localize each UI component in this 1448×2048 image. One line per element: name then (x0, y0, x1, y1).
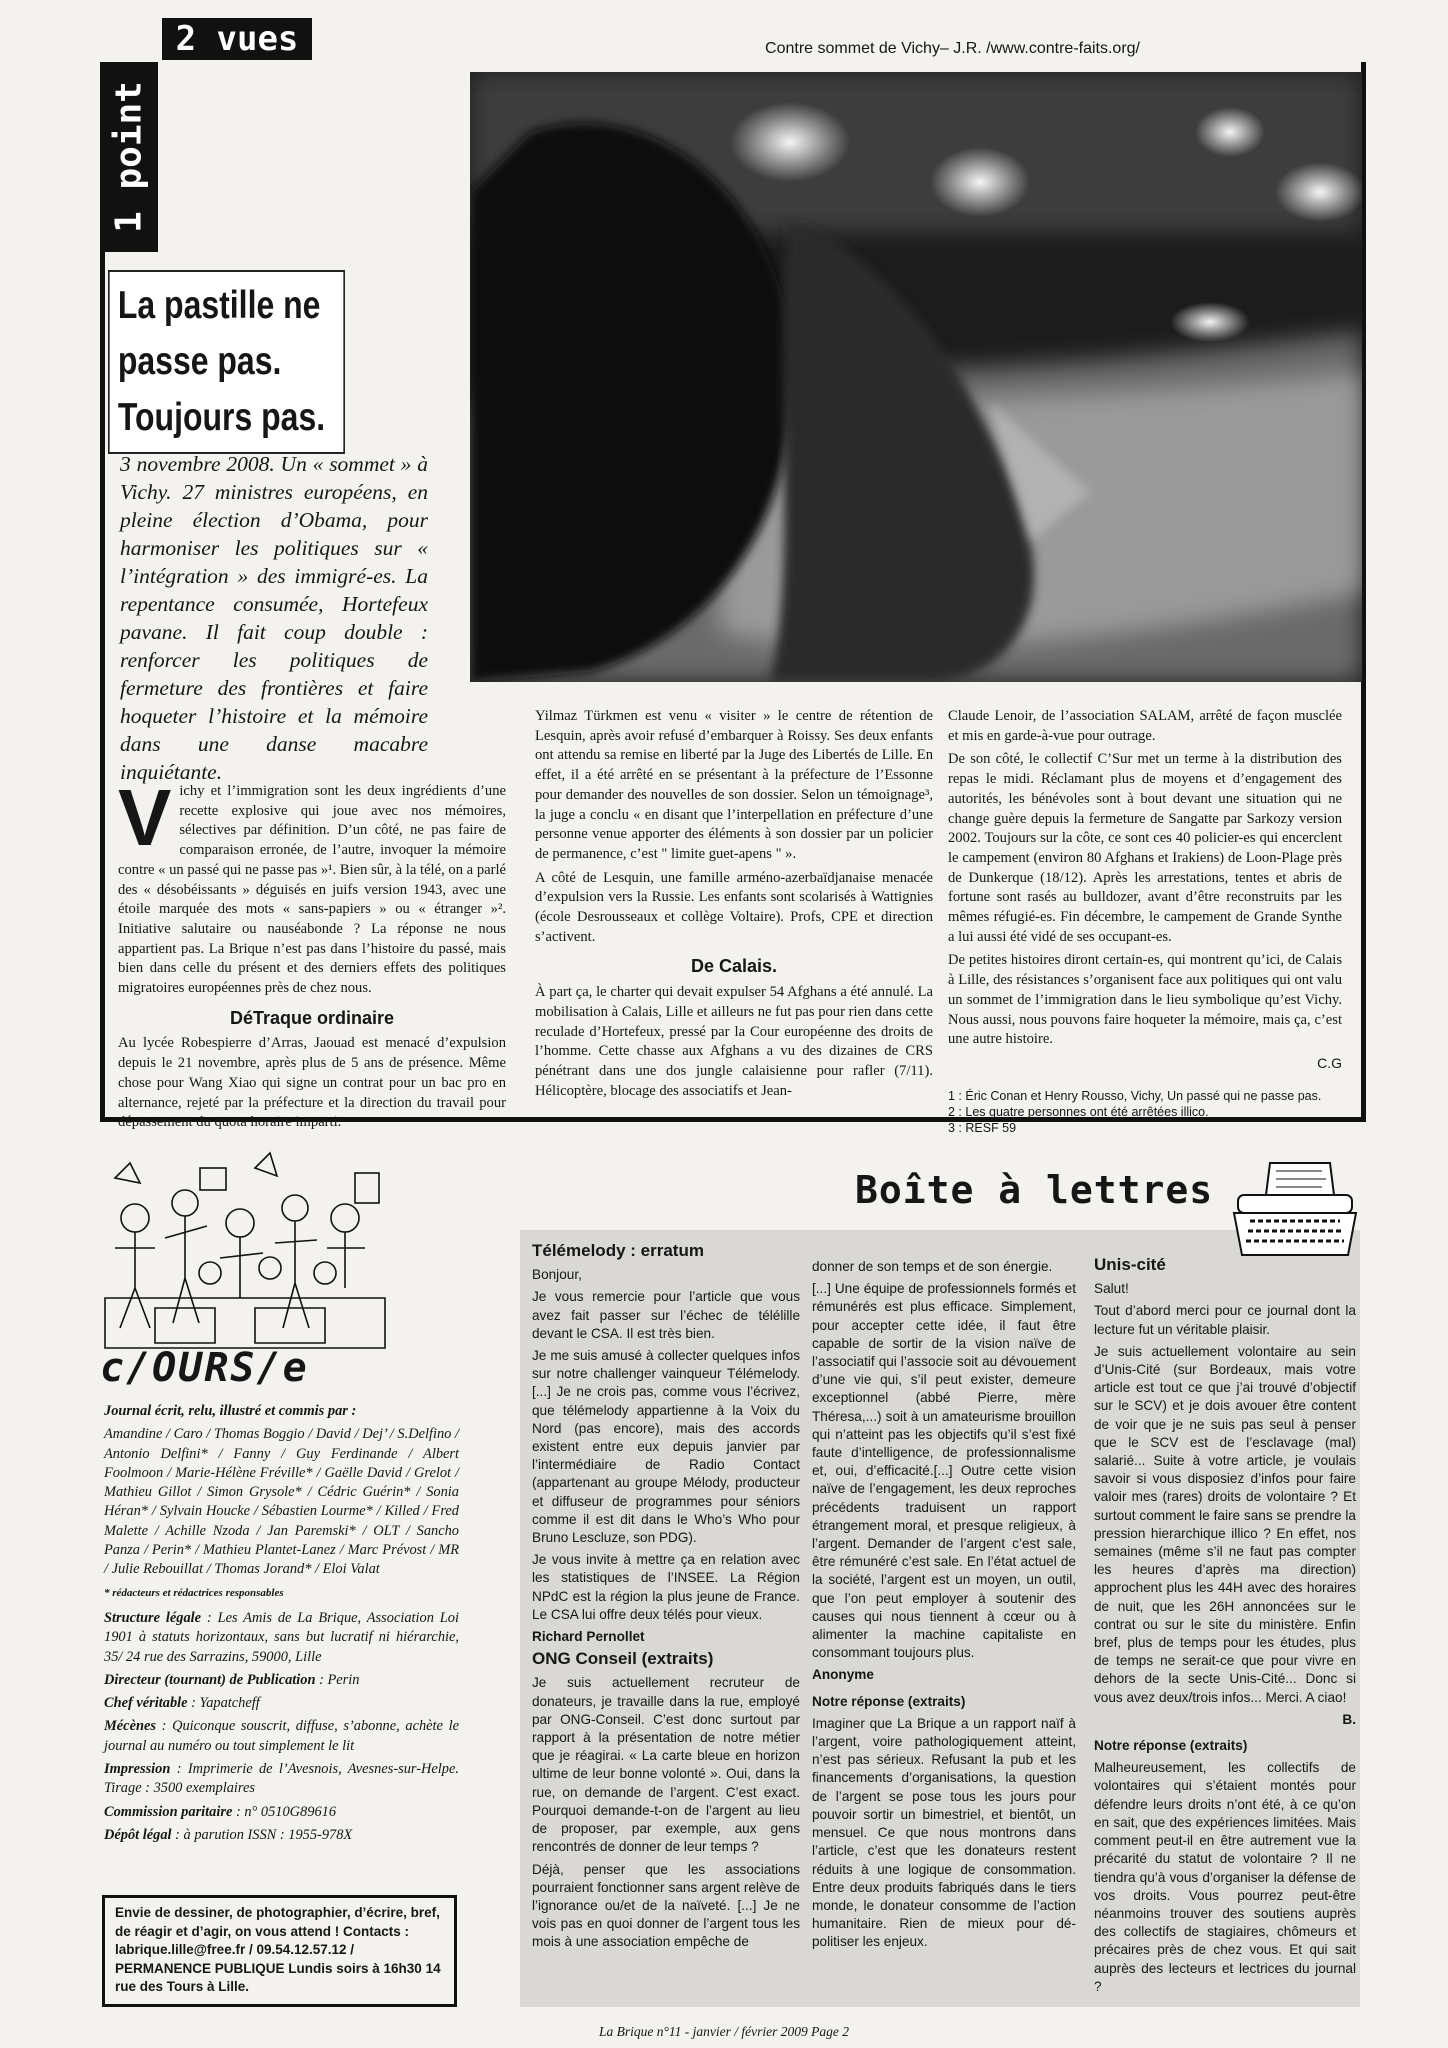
paragraph: Salut! (1094, 1281, 1129, 1297)
article-photo (470, 72, 1362, 682)
letter-heading: ONG Conseil (extraits) (532, 1649, 714, 1669)
masthead-item: Commission paritaire : n° 0510G89616 (104, 1803, 337, 1820)
masthead-title: c/OURS/e (100, 1345, 309, 1391)
reply-heading: Notre réponse (extraits) (1094, 1738, 1248, 1754)
masthead-item: Mécènes : Quiconque souscrit, diffuse, s’abonne, achète le journal au numéro ou tout simplement le lit (104, 1718, 459, 1754)
paragraph: Tout d’abord merci pour ce journal dont la lecture fut un véritable plaisir. (1094, 1303, 1356, 1337)
subheading: DéTraque ordinaire (229, 1007, 395, 1028)
paragraph: De petites histoires diront certain-es, qui montrent qu’ici, de Calais à Lille, des résistances s’organisent face aux politiques qui ont valu un sommet de l’immigration dans le lieu symbolique qu’est Vichy. Nous aussi, nous pouvons faire hoqueter la mémoire, mais ça, c’est une autre histoire. (948, 952, 1342, 1048)
paragraph: [...] Une équipe de professionnels formés et rémunérés est plus efficace. Simplement, pour accepter cette idée, il faut être capable de sortir de la vision naïve de l’associatif qui l’associe soit au dévouement d’une vie qui, s’il peut exister, demeure exceptionnel (abbé Pierre, mère Théresa,...) soit à un amateurisme brouillon qui n’atteint pas les objectifs qu’il s’est fixé faute d’intelligence, de professionnalisme et, oui, d’efficacité.[...] Outre cette vision naïve de l’engagement, les deux reproches précédents traduisent un rapport étrangement moral, et presque religieux, à l’argent. Demander de l’argent c’est sale, être rémunéré c’est sale. En l’état actuel de la société, l’argent est un moyen, un outil, que l’on peut employer à soutenir des causes qui nous tiennent à cœur ou à alimenter la machine capitaliste en consommant toujours plus. (812, 1281, 1076, 1661)
letters-column-1 (532, 1238, 800, 1956)
article-column-2 (535, 707, 933, 1105)
masthead-item: Directeur (tournant) de Publication : Perin (104, 1671, 360, 1688)
paragraph: donner de son temps et de son énergie. (812, 1259, 1053, 1274)
footnotes (948, 1088, 1342, 1136)
footnote: 1 : Éric Conan et Henry Rousso, Vichy, Un passé qui ne passe pas. (948, 1088, 1322, 1103)
page-footer: La Brique n°11 - janvier / février 2009 Page 2 (599, 2024, 849, 2039)
reply-heading: Notre réponse (extraits) (812, 1693, 966, 1709)
footnote: 3 : RESF 59 (948, 1120, 1017, 1135)
headline-line-1: La pastille ne (117, 284, 321, 327)
article-headline (108, 270, 345, 454)
headline-line-2: passe pas. (117, 340, 282, 383)
letter-signature: B. (1342, 1711, 1356, 1727)
letters-column-2 (812, 1258, 1076, 1956)
crowd-illustration (95, 1148, 395, 1363)
paragraph: Je suis actuellement recruteur de donateurs, je travaille dans la rue, employé par ONG-Conseil. C’est donc surtout par rapport à la présentation de notre métier que je réagirai. « La carte bleue en horizon ultime de leur bonne volonté ». Oui, dans la rue, on demande de l’argent. C’est exact. Pourquoi demande-t-on de l’argent au lieu de proposer, par exemple, aux gens rencontrés de donner de leur temps ? (532, 1675, 800, 1855)
paragraph: Je vous invite à mettre ça en relation avec les statistiques de l’INSEE. La Région NPdC est la région la plus jeune de France. Le CSA lui offre deux télés pour vieux. (532, 1552, 800, 1622)
letter-signature: Richard Pernollet (532, 1629, 645, 1645)
headline-line-3: Toujours pas. (117, 396, 326, 439)
paragraph: Au lycée Robespierre d’Arras, Jaouad est menacé d’expulsion depuis le 21 novembre, après plus de 5 ans de présence. Même chose pour Wang Xiao qui signe un contrat pour un bac pro en alternance, rejeté par la préfecture et la direction du travail pour dépassement du quota horaire imparti. (118, 1035, 506, 1131)
letter-signature: Anonyme (812, 1667, 874, 1683)
contributor-list: Amandine / Caro / Thomas Boggio / David / Dej’ / S.Delfino / Antonio Delfini* / Fanny / Guy Ferdinande / Albert Foolmoon / Marie-Hélène Fréville* / Gaëlle David / Grelot / Mathieu Gillot / Simon Grysole* / Cédric Guérin* / Sonia Héran* / Sylvain Houcke / Sébastien Lourme* / Killed / Fred Malette / Achille Nzoda / Jan Paremski* / OLT / Sancho Panza / Perin* / Mathieu Plantet-Lanez / Marc Prévost / MR / Julie Rebouillat / Thomas Jorand* / Eloi Valat (104, 1426, 459, 1578)
masthead-item: Structure légale : Les Amis de La Brique, Association Loi 1901 à statuts horizontaux, sans but lucratif ni hiérarchie, 35/ 24 rue des Sarrazins, 59000, Lille (104, 1609, 459, 1665)
typewriter-icon (1230, 1155, 1360, 1265)
subheading: De Calais. (690, 956, 778, 977)
blurred-street-photo (470, 72, 1362, 682)
masthead-item: Dépôt légal : à parution ISSN : 1955-978X (104, 1826, 353, 1843)
paragraph: ichy et l’immigration sont les deux ingrédients d’une recette explosive qui joue avec nos mémoires, sélectives par définition. D’un côté, ne pas faire de comparaison erronée, de l’autre, invoquer la mémoire contre « un passé qui ne passe pas »¹. Bien sûr, à la télé, on a parlé des « désobéissants » déguisés en juifs version 1943, avec une étoile marquée des mots « sans-papiers » ou « étranger »². Initiative salutaire ou nauséabonde ? La réponse ne nous appartient pas. La Brique n’est pas dans l’histoire du passé, mais bien dans celle du présent et des derniers effets des politiques migratoires européennes près de chez nous. (118, 783, 506, 997)
section-label-top: 2 vues (162, 18, 312, 60)
paragraph: Déjà, penser que les associations pourraient fonctionner sans argent relève de l’ignorance ou/et de la naïveté. [...] Je ne vois pas en quoi donner de l’argent tous les mois à une association empêche de (532, 1861, 800, 1950)
paragraph: A côté de Lesquin, une famille arméno-azerbaïdjanaise menacée d’expulsion vers la Russie. Les enfants sont scolarisés à Wattignies (école Desrousseaux et collège Voltaire). Profs, CPE et direction s’activent. (535, 869, 933, 945)
article-column-1 (118, 773, 506, 1137)
paragraph: Je suis actuellement volontaire au sein d’Unis-Cité (sur Bordeaux, mais votre article est tout ce que j’ai trouvé d’objectif sur le SCV) et je dois avouer être content de voir que je ne suis pas seul à penser que le SCV est de l’esclavage (mal) salarié... Suite à votre article, je voulais savoir si vous disposiez d’infos pour faire valoir mes (rares) droits de volontaire ? Et surtout comment le faire sans se prendre la pression hierarchique illico ? En effet, nos semaines (même s’il ne faut pas compter les heures d’après ma direction) approchent plus les 44H avec des horaires de nuit, que les 26H annoncées sur le contrat ou sur le site du ministère. Enfin bref, plus de temps pour les études, plus de temps ne serait-ce que pour vivre en dehors de la secte Unis-Cité... Donc si vous avez deux/trois infos... Merci. A ciao! (1094, 1343, 1356, 1705)
paragraph: Je vous remercie pour l’article que vous avez fait passer sur l’échec de télélille devant le CSA. Il est très bien. (532, 1289, 800, 1341)
masthead-item: Chef véritable : Yapatcheff (104, 1695, 260, 1712)
paragraph: De son côté, le collectif C’Sur met un terme à la distribution des repas le midi. Réclamant plus de moyens et d’engagement des autorités, les bénévoles sont à bout devant une situation qui ne change guère depuis la fermeture de Sangatte par Sarkozy version 2002. Toujours sur la côte, ce sont ces 40 policier-es qui encerclent le campement (environ 80 Afghans et Irakiens) de Loon-Plage près de Dunkerque (18/12). Après les arrestations, tentes et abris de fortune sont rasés au bulldozer, avant d’être reconstruits par les mêmes réfugié-es. Fin décembre, le campement de Grande Synthe a lui aussi été vidé de ses occupant-es. (948, 751, 1342, 945)
paragraph: Malheureusement, les collectifs de volontaires qui s’étaient montés pour défendre leurs droits n’ont été, à ce qu’on en sait, que des expériences limitées. Mais comment peut-il en être autrement vue la précarité du statut de volontaire ? Il ne tiendra qu’à vous d’organiser la défense de vos droits. Vous pourrez peut-être néanmoins trouver des soutiens auprès des collectifs de stagiaires, chômeurs et précaires près de chez vous. Et qui sait auprès des lecteurs et lectrices du journal ? (1094, 1760, 1356, 1994)
article-signature: C.G (1317, 1054, 1342, 1071)
paragraph: Bonjour, (532, 1267, 582, 1283)
paragraph: Je me suis amusé à collecter quelques infos sur notre challenger vainqueur Télémelody. [...] Je ne crois pas, comme vous l’écrivez, que télémelody appartienne à la Voix du Nord (pas encore), mais des accords existent entre eux depuis janvier par l’intermédiaire de Radio Contact (appartenant au groupe Mélody, producteur et diffuseur de programmes pour séniors comme il est dit dans le Who’s Who pour Bruno Lescluze, son PDG). (532, 1348, 800, 1546)
paragraph: Yilmaz Türkmen est venu « visiter » le centre de rétention de Lesquin, après avoir refusé d’embarquer à Roissy. Ses deux enfants ont attendu sa remise en liberté par la Juge des Libertés de Lille. En effet, il a été arrêté en se présentant à la préfecture de l’Essonne pour demander des nouvelles de son dossier. Selon un témoignage³, la juge a conclu « en disant que l’interpellation en préfecture d’une personne venue apporter des éléments à son dossier par un policier de permanence, c’est " limite guet-apens " ». (535, 708, 933, 862)
masthead-lead: Journal écrit, relu, illustré et commis par : (104, 1403, 357, 1419)
letters-column-3 (1094, 1252, 1356, 2000)
footnote: 2 : Les quatre personnes ont été arrêtées illico. (948, 1104, 1209, 1119)
paragraph: Imaginer que La Brique a un rapport naïf à l’argent, voire pathologiquement atteint, n’est pas sérieux. Refusant la pub et les financements d’organisations, la question de l’argent se pose tous les jours pour pouvoir sortir un bimestriel, et bientôt, un mensuel. Ce que nous montrons dans l’article, c’est que les donateurs restent réduits à une logique de consommation. Entre deux produits fabriqués dans le tiers monde, le donateur consomme de l’action humanitaire. Rien de mieux pour dé-politiser les enjeux. (812, 1715, 1076, 1950)
paragraph: Claude Lenoir, de l’association SALAM, arrêté de façon musclée et mis en garde-à-vue pour outrage. (948, 708, 1342, 744)
paragraph: À part ça, le charter qui devait expulser 54 Afghans a été annulé. La mobilisation à Calais, Lille et ailleurs ne fut pas pour rien dans cette reculade d’Hortefeux, pressé par la Cour européenne des droits de l’homme. Cette chasse aux Afghans a vu des dizaines de CRS pénétrant dans une dos jungle calaisienne pour rafler (7/11). Hélicoptère, blocage des associatifs et Jean- (535, 984, 933, 1099)
letter-heading: Unis-cité (1094, 1255, 1166, 1274)
section-side-text: 1 point (108, 81, 150, 233)
masthead-note: * rédacteurs et rédactrices responsables (104, 1586, 284, 1599)
letters-title: Boîte à lettres (855, 1168, 1214, 1212)
article-lead: 3 novembre 2008. Un « sommet » à Vichy. 27 ministres européens, en pleine élection d’Obama, pour harmoniser les politiques sur « l’intégration » des immigré-es. La repentance consumée, Hortefeux pavane. Il fait coup double : renforcer les politiques de fermeture des frontières et faire hoqueter l’histoire et la mémoire dans une danse macabre inquiétante. (120, 452, 428, 784)
photo-credit: Contre sommet de Vichy– J.R. /www.contre-faits.org/ (765, 40, 1140, 57)
masthead-item: Impression : Imprimerie de l’Avesnois, Avesnes-sur-Helpe. Tirage : 3500 exemplaires (104, 1761, 459, 1797)
letter-heading: Télémelody : erratum (532, 1241, 704, 1260)
masthead-credits (104, 1402, 459, 1849)
article-column-3 (948, 707, 1342, 1136)
contact-box: Envie de dessiner, de photographier, d’écrire, bref, de réagir et d’agir, on vous attend ! Contacts : labrique.lille@free.fr / 09.54.12.57.12 / PERMANENCE PUBLIQUE Lundis soirs à 16h30 14 rue des Tours à Lille. (102, 1895, 457, 2007)
drop-cap: V (118, 773, 172, 862)
